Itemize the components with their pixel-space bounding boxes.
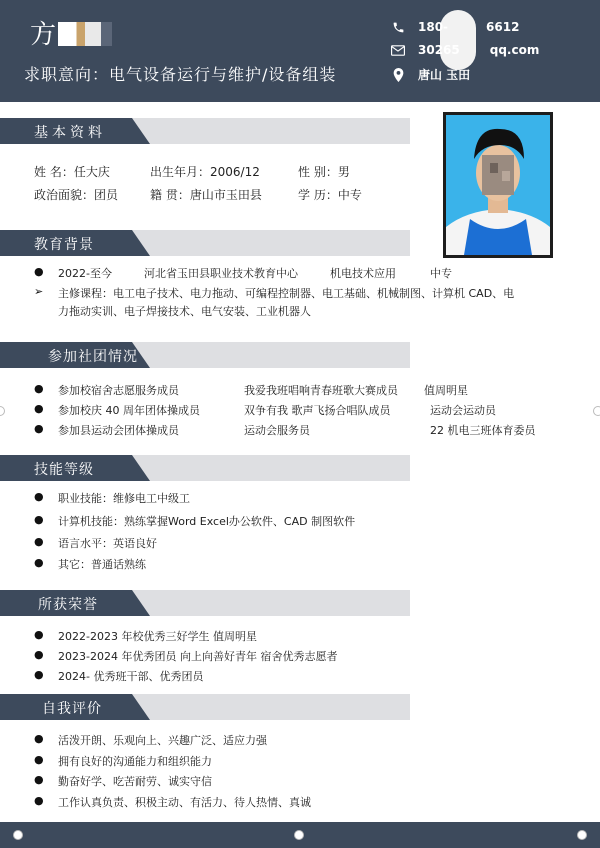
section-title: 基本资料 [34,125,106,141]
section-header-education [0,230,410,256]
contact-mask [440,10,476,70]
section-header-clubs [0,342,410,368]
phone-number: 180- [418,20,449,34]
basic-birth [150,163,260,180]
skill-item: 计算机技能：熟练掌握Word Excel办公软件、CAD 制图软件 [58,515,356,528]
bullet-icon: ● [34,668,44,681]
phone-number-tail: 6612 [486,20,520,34]
origin-label: 籍 贯： [150,188,190,202]
phone-icon [390,20,406,34]
name-label: 姓 名： [34,165,74,179]
edu-label: 学 历： [298,188,338,202]
edu-courses-line-1: 主修课程：电工电子技术、电力拖动、可编程控制器、电工基础、机械制图、计算机 CAD、电 [58,287,515,300]
section-title: 参加社团情况 [48,349,138,365]
club-1a: 参加校宿舍志愿服务成员 [58,384,179,397]
club-1b: 我爱我班唱响青春班歌大赛成员 [244,384,398,397]
edu-major: 机电技术应用 [330,267,396,280]
basic-education [298,186,362,203]
self-eval-item: 工作认真负责、积极主动、有活力、待人热情、真诚 [58,796,311,809]
envelope-icon [390,43,406,57]
edu-level: 中专 [430,267,452,280]
self-eval-item: 拥有良好的沟通能力和组织能力 [58,755,212,768]
bullet-icon: ● [34,773,44,786]
bullet-icon: ● [34,513,44,526]
club-2a: 参加校庆 40 周年团体操成员 [58,404,200,417]
location-pin-icon [390,68,406,82]
skill-item: 职业技能：维修电工中级工 [58,492,190,505]
email-address: 30265 [418,43,460,57]
bullet-icon: ● [34,753,44,766]
gender-value: 男 [337,165,350,179]
bullet-icon: ● [34,732,44,745]
club-3b: 运动会服务员 [244,424,310,437]
edu-courses-line-2: 力拖动实训、电子焊接技术、电气安装、工业机器人 [58,305,311,318]
politics-value: 团员 [94,188,119,202]
contact-email [390,43,539,57]
birth-value: 2006/12 [210,165,260,179]
basic-gender [298,163,350,180]
birth-label: 出生年月： [150,165,211,179]
bullet-icon: ● [34,265,44,278]
club-3c: 22 机电三班体育委员 [430,424,536,437]
header-banner [0,0,600,102]
resize-handle-bottom-right[interactable] [577,830,587,840]
politics-label: 政治面貌： [34,188,95,202]
club-2c: 运动会运动员 [430,404,496,417]
bullet-icon: ● [34,648,44,661]
section-header-honors [0,590,410,616]
skill-item: 语言水平：英语良好 [58,537,157,550]
resize-handle-bottom[interactable] [294,830,304,840]
job-intent: 求职意向：电气设备运行与维护/设备组装 [24,65,337,84]
location-text: 唐山 玉田 [418,68,471,82]
bullet-icon: ● [34,556,44,569]
bullet-icon: ● [34,402,44,415]
section-title: 所获荣誉 [38,597,98,613]
contact-phone [390,20,519,34]
resize-handle-right[interactable] [593,406,600,416]
section-header-self [0,694,410,720]
profile-photo [443,112,553,258]
portrait-image [446,115,550,255]
club-1c: 值周明星 [424,384,468,397]
section-header-skills [0,455,410,481]
edu-value: 中专 [337,188,362,202]
email-address-tail: qq.com [489,43,540,57]
gender-label: 性 别： [298,165,338,179]
basic-origin [150,186,262,203]
candidate-name: 方 [30,20,59,50]
skill-item: 其它：普通话熟练 [58,558,146,571]
section-title: 技能等级 [34,462,94,478]
section-title: 自我评价 [42,701,102,717]
origin-value: 唐山市玉田县 [189,188,262,202]
contact-location [390,66,470,83]
edu-school: 河北省玉田县职业技术教育中心 [144,267,298,280]
honor-item: 2023-2024 年优秀团员 向上向善好青年 宿舍优秀志愿者 [58,650,338,663]
bullet-icon: ● [34,422,44,435]
club-3a: 参加县运动会团体操成员 [58,424,179,437]
section-header-basic [0,118,410,144]
bullet-icon: ● [34,535,44,548]
self-eval-item: 活泼开朗、乐观向上、兴趣广泛、适应力强 [58,734,267,747]
self-eval-item: 勤奋好学、吃苦耐劳、诚实守信 [58,775,212,788]
bullet-icon: ● [34,490,44,503]
basic-politics [34,186,118,203]
name-value: 任大庆 [73,165,110,179]
resize-handle-left[interactable] [0,406,5,416]
honor-item: 2022-2023 年校优秀三好学生 值周明星 [58,630,257,643]
resize-handle-bottom-left[interactable] [13,830,23,840]
bullet-icon: ● [34,628,44,641]
arrow-bullet-icon: ➢ [34,285,44,298]
bullet-icon: ● [34,382,44,395]
section-title: 教育背景 [34,237,94,253]
basic-row-1 [34,163,110,180]
honor-item: 2024- 优秀班干部、优秀团员 [58,670,204,683]
bullet-icon: ● [34,794,44,807]
edu-period: 2022-至今 [58,267,112,280]
name-mosaic [58,22,112,46]
club-2b: 双争有我 歌声飞扬合唱队成员 [244,404,391,417]
